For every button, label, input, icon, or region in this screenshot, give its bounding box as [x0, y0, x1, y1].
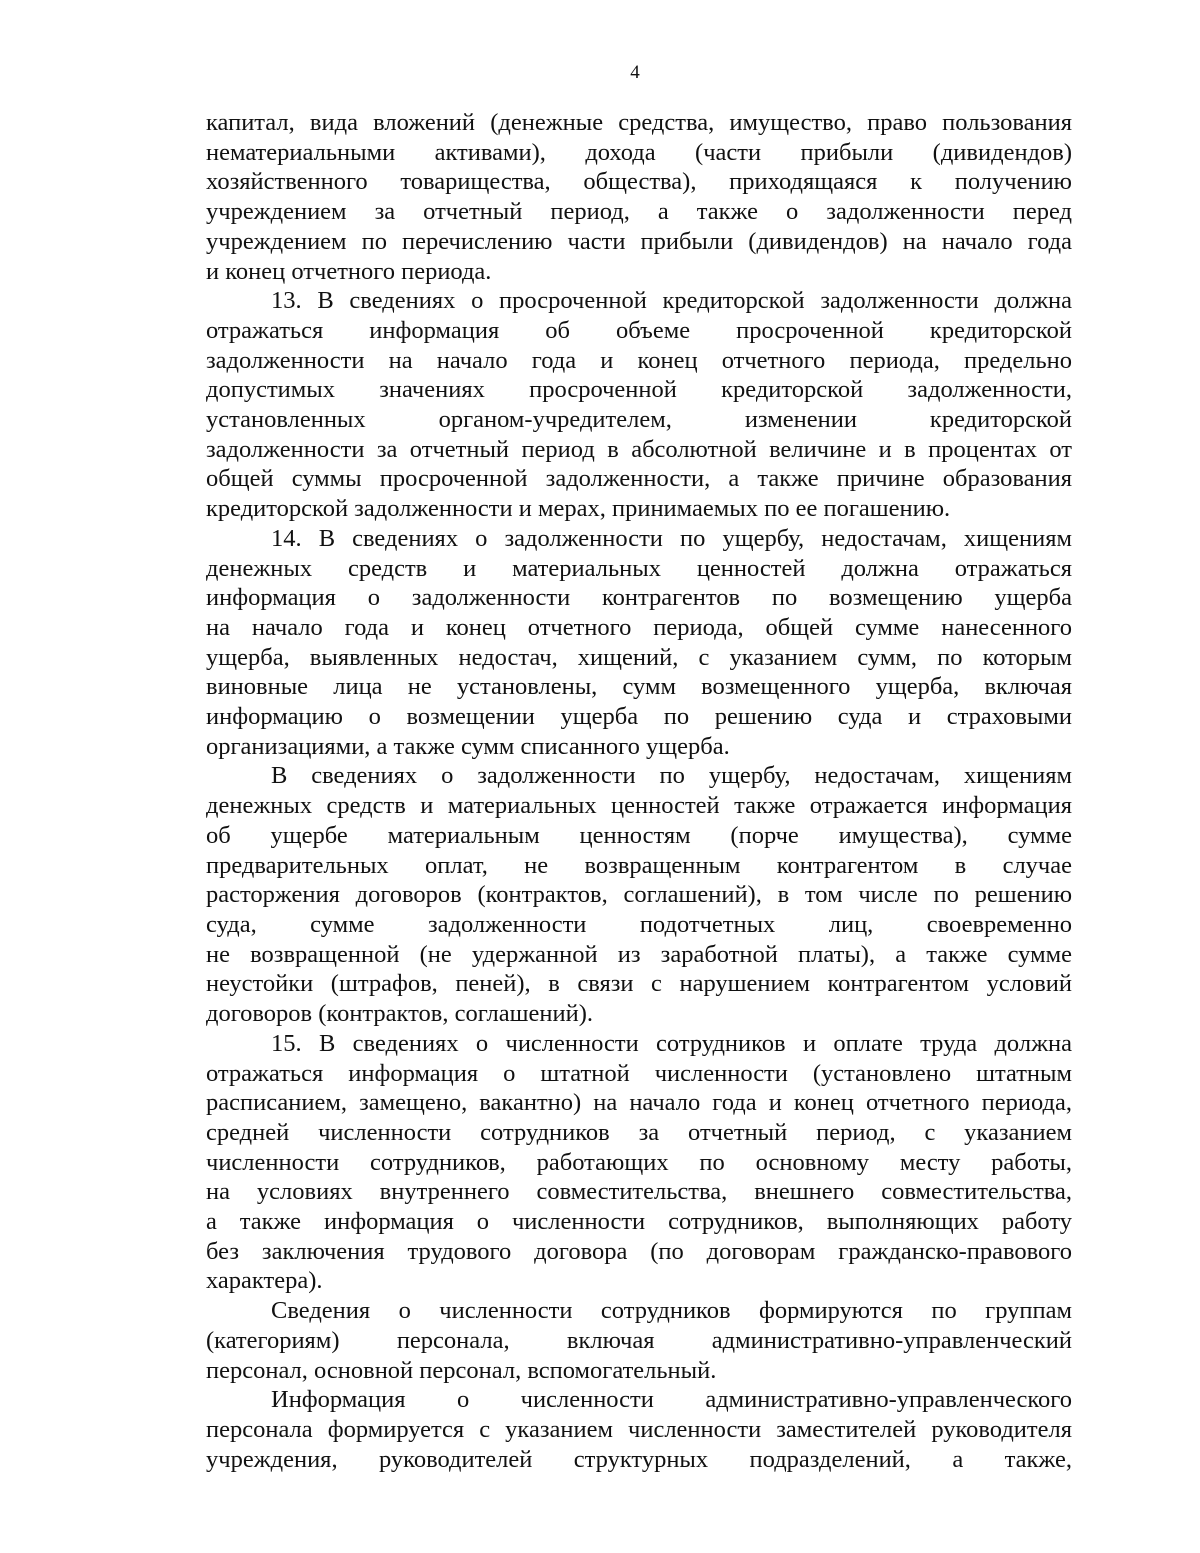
text-line: отражаться информация об объеме просроченной кредиторской [206, 316, 1072, 344]
text-line: учреждением за отчетный период, а также о задолженности перед [206, 198, 1072, 226]
text-line: 15. В сведениях о численности сотрудников и оплате труда должна [271, 1029, 1072, 1057]
text-line: расписанием, замещено, вакантно) на начало года и конец отчетного периода, [206, 1089, 1072, 1117]
text-line: денежных средств и материальных ценностей должна отражаться [206, 554, 1072, 582]
text-line: отражаться информация о штатной численности (установлено штатным [206, 1059, 1072, 1087]
text-line: допустимых значениях просроченной кредиторской задолженности, [206, 376, 1072, 404]
paragraph-admin-staff [206, 1385, 1072, 1474]
text-line: характера). [206, 1267, 323, 1295]
text-line: персонала формируется с указанием численности заместителей руководителя [206, 1415, 1072, 1443]
text-line: задолженности на начало года и конец отчетного периода, предельно [206, 346, 1072, 374]
text-line: и конец отчетного периода. [206, 257, 492, 285]
text-line: без заключения трудового договора (по договорам гражданско-правового [206, 1237, 1072, 1265]
paragraph-damage-details [206, 761, 1072, 1028]
text-line: неустойки (штрафов, пеней), в связи с нарушением контрагентом условий [206, 970, 1072, 998]
text-line: договоров (контрактов, соглашений). [206, 1000, 593, 1028]
text-line: суда, сумме задолженности подотчетных лиц, своевременно [206, 910, 1072, 938]
text-line: ущерба, выявленных недостач, хищений, с указанием сумм, по которым [206, 643, 1072, 671]
text-line: Информация о численности административно-управленческого [271, 1386, 1072, 1414]
text-line: не возвращенной (не удержанной из заработной платы), а также сумме [206, 940, 1072, 968]
text-line: учреждением по перечислению части прибыли (дивидендов) на начало года [206, 227, 1072, 255]
text-line: виновные лица не установлены, сумм возмещенного ущерба, включая [206, 673, 1072, 701]
text-line: информацию о возмещении ущерба по решению суда и страховыми [206, 703, 1072, 731]
text-line: на условиях внутреннего совместительства, внешнего совместительства, [206, 1178, 1072, 1206]
text-line: общей суммы просроченной задолженности, а также причине образования [206, 465, 1072, 493]
paragraph-continuation [206, 108, 1072, 286]
text-line: об ущербе материальным ценностям (порче имущества), сумме [206, 821, 1072, 849]
document-body [206, 108, 1072, 1474]
text-line: средней численности сотрудников за отчетный период, с указанием [206, 1118, 1072, 1146]
paragraph-item-14 [206, 524, 1072, 762]
text-line: задолженности за отчетный период в абсолютной величине и в процентах от [206, 435, 1072, 463]
text-line: на начало года и конец отчетного периода, общей сумме нанесенного [206, 613, 1072, 641]
text-line: хозяйственного товарищества, общества), приходящаяся к получению [206, 168, 1072, 196]
text-line: капитал, вида вложений (денежные средства, имущество, право пользования [206, 109, 1072, 136]
text-line: денежных средств и материальных ценностей также отражается информация [206, 792, 1072, 820]
text-line: нематериальными активами), дохода (части прибыли (дивидендов) [206, 138, 1072, 166]
text-line: информация о задолженности контрагентов по возмещению ущерба [206, 584, 1072, 612]
paragraph-item-13 [206, 286, 1072, 524]
text-line: 14. В сведениях о задолженности по ущербу, недостачам, хищениям [271, 524, 1072, 552]
text-line: Сведения о численности сотрудников формируются по группам [271, 1297, 1072, 1325]
text-line: персонал, основной персонал, вспомогательный. [206, 1356, 717, 1384]
text-line: учреждения, руководителей структурных подразделений, а также, [206, 1445, 1072, 1473]
page-number: 4 [630, 62, 640, 83]
paragraph-staff-groups [206, 1296, 1072, 1385]
paragraph-item-15 [206, 1029, 1072, 1296]
text-line: численности сотрудников, работающих по основному месту работы, [206, 1148, 1072, 1176]
text-line: (категориям) персонала, включая административно-управленческий [206, 1326, 1072, 1354]
text-line: 13. В сведениях о просроченной кредиторской задолженности должна [271, 287, 1072, 315]
text-line: предварительных оплат, не возвращенным контрагентом в случае [206, 851, 1072, 879]
text-line: В сведениях о задолженности по ущербу, недостачам, хищениям [271, 762, 1072, 790]
text-line: а также информация о численности сотрудников, выполняющих работу [206, 1208, 1072, 1236]
text-line: установленных органом-учредителем, изменении кредиторской [206, 406, 1072, 434]
text-line: кредиторской задолженности и мерах, принимаемых по ее погашению. [206, 495, 951, 523]
text-line: организациями, а также сумм списанного ущерба. [206, 732, 730, 760]
text-line: расторжения договоров (контрактов, соглашений), в том числе по решению [206, 881, 1072, 909]
